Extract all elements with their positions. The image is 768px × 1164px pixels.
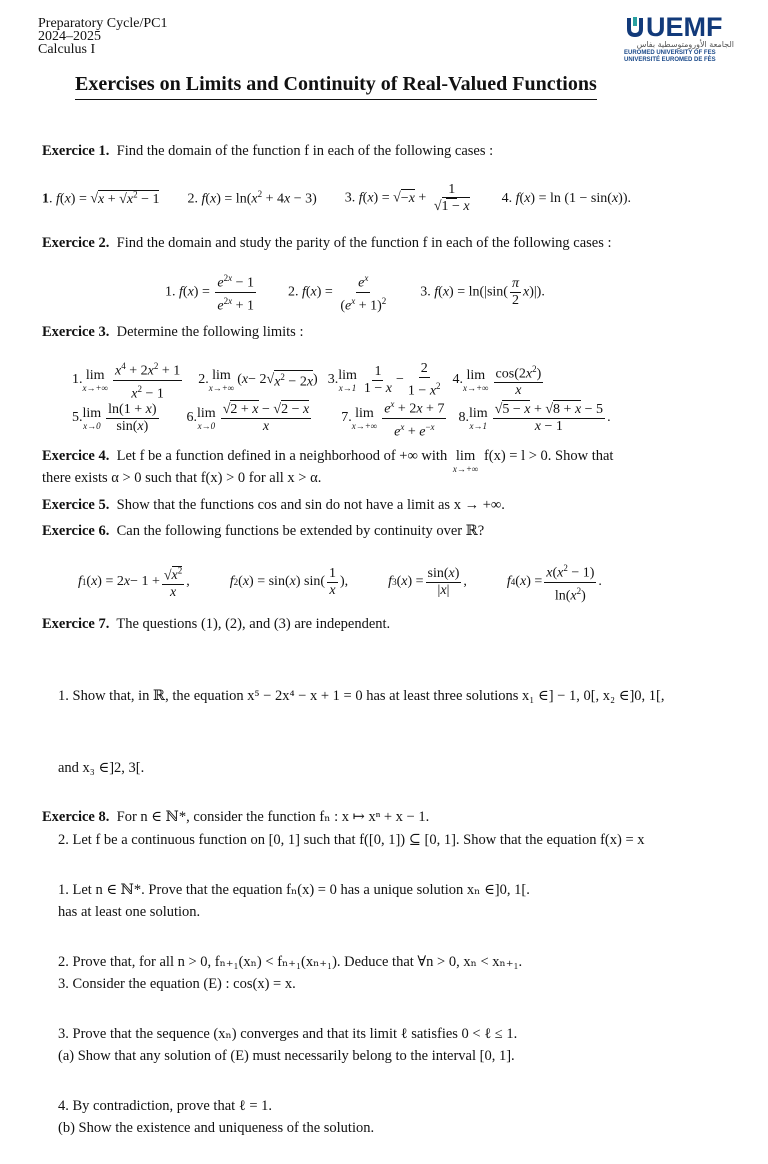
course-header <box>38 17 167 56</box>
list-item: 3. Prove that the sequence (xₙ) converges and that its limit ℓ satisfies 0 < ℓ ≤ 1. <box>58 1026 518 1042</box>
exercise-6-label: Exercice 6. <box>42 523 110 539</box>
logo-english-name: EUROMED UNIVERSITY OF FES <box>624 50 716 56</box>
exercise-5-label: Exercice 5. <box>42 497 110 513</box>
exercise-4-prompt: Exercice 4. Let f be a function defined in a neighborhood of +∞ with lim x→+∞ f(x) = l > 0. Show that <box>42 448 614 474</box>
exercise-1-formulas: 1. $f(x) = √x + √x^2 - 1$ 2. $f(x) = \ln(x^2 + 4x - 3)$ 3. f(x) = √−x + $\frac{1}{√1 - x}$ 4. f(x) = ln (1 − sin(x)). <box>42 182 631 214</box>
exercise-5-prompt <box>42 497 505 514</box>
exercise-2-label: Exercice 2. <box>42 235 110 251</box>
exercise-1-text: Find the domain of the function f in each of the following cases : <box>116 143 494 159</box>
list-item: 1. Show that, in ℝ, the equation x⁵ − 2x⁴ − x + 1 = 0 has at least three solutions x₁ ∈] − 1, 0[, x₂ ∈]0, 1[, <box>58 688 665 704</box>
exercise-8-prompt <box>42 809 429 826</box>
list-item: (b) Show the existence and uniqueness of the solution. <box>58 1120 375 1136</box>
exercise-7-label: Exercice 7. <box>42 616 110 632</box>
exercise-7-prompt <box>42 616 390 633</box>
exercise-4-text-1: Let f be a function defined in a neighborhood of +∞ with <box>116 448 448 464</box>
exercise-4-label: Exercice 4. <box>42 448 110 464</box>
course-name: Calculus I <box>38 42 96 57</box>
exercise-4-text-3: there exists α > 0 such that f(x) > 0 for all x > α. <box>42 470 322 486</box>
logo-french-name: UNIVERSITÉ EUROMED DE FÈS <box>624 57 716 63</box>
course-year: 2024–2025 <box>38 29 101 44</box>
exercise-3-text: Determine the following limits : <box>116 324 304 340</box>
exercise-7-text: The questions (1), (2), and (3) are independent. <box>116 616 391 632</box>
exercise-3-limits-row-2: 5. lim x→0 $\frac{\ln(1 + x)}{\sin(x)}$ 6. lim x→0 $\frac{√2 + x - √2 - x}{x}$ 7. lim x→+∞ $\frac{e^x + 2x + 7}{e^x + e^{-x}}$ 8. lim x→1 $\frac{√5 - x + √8 + x - 5}{x - 1}$ . <box>72 396 611 440</box>
logo-wordmark: UEMF <box>646 12 723 42</box>
list-item: and x₃ ∈]2, 3[. <box>58 760 145 776</box>
exercise-3-label: Exercice 3. <box>42 324 110 340</box>
exercise-3-limits-row-1: 1. lim x→+∞ $\frac{x^4 + 2x^2 + 1}{x^2 - 1}$ 2. lim x→+∞ ( x − 2√ $x^2 - 2x$ ) 3. lim x→1 $\frac{1}{1 - x}$ − $\frac{2}{1 - x^2}$ 4. lim x→+∞ $\frac{\cos(2x^2)}{x}$ <box>72 358 545 402</box>
exercise-8-text: For n ∈ ℕ*, consider the function fₙ : x ↦ xⁿ + x − 1. <box>116 809 430 825</box>
exercise-6-functions: f 1 ( x ) = 2 x − 1 + $\frac{√x^2}{x}$ , f 2 ( x ) = sin( x ) sin( $\frac{1}{x}$ ), f 3 ( x ) = $\frac{\sin(x)}{|x|}$ , f 4 ( x ) = $\frac{x(x^2 - 1)}{\ln(x^2)}$ . <box>78 560 602 604</box>
exercise-1-prompt <box>42 143 493 160</box>
exercise-6-text: Can the following functions be extended by continuity over ℝ? <box>116 523 485 539</box>
list-item: 4. By contradiction, prove that ℓ = 1. <box>58 1098 273 1114</box>
list-item: 3. Consider the equation (E) : cos(x) = x. <box>58 976 296 992</box>
exercise-6-prompt <box>42 523 484 540</box>
university-logo <box>624 14 734 64</box>
exercise-2-prompt <box>42 235 612 252</box>
exercise-2-formulas: 1. f(x) = $\frac{e^{2x} - 1}{e^{2x} + 1}$ 2. f(x) = $\frac{e^x}{(e^x + 1)^2}$ 3. f(x) = ln(|sin( $\frac{\pi}{2}$ x)|). <box>165 270 545 314</box>
exercise-8-label: Exercice 8. <box>42 809 110 825</box>
uemf-emblem-icon <box>624 15 646 39</box>
list-item: 2. Prove that, for all n > 0, fₙ₊₁(xₙ) < fₙ₊₁(xₙ₊₁). Deduce that ∀n > 0, xₙ < xₙ₊₁. <box>58 954 523 970</box>
exercise-1-label: Exercice 1. <box>42 143 110 159</box>
exercise-3-prompt <box>42 324 303 341</box>
exercise-4-text-2: f(x) = l > 0. Show that <box>483 448 614 464</box>
list-item: has at least one solution. <box>58 904 201 920</box>
course-cycle: Preparatory Cycle/PC1 <box>38 16 168 31</box>
exercise-5-text: Show that the functions cos and sin do not have a limit as x → +∞. <box>116 497 505 513</box>
exercise-2-text: Find the domain and study the parity of the function f in each of the following cases : <box>116 235 612 251</box>
logo-arabic-text: الجامعة الأورومتوسطية بفاس <box>636 40 734 49</box>
list-item: 2. Let f be a continuous function on [0, 1] such that f([0, 1]) ⊆ [0, 1]. Show that the equation f(x) = x <box>58 832 645 848</box>
exercise-8-list <box>58 830 530 1142</box>
page-title: Exercises on Limits and Continuity of Real-Valued Functions <box>75 73 597 100</box>
list-item: (a) Show that any solution of (E) must necessarily belong to the interval [0, 1]. <box>58 1048 515 1064</box>
list-item: 1. Let n ∈ ℕ*. Prove that the equation fₙ(x) = 0 has a unique solution xₙ ∈]0, 1[. <box>58 882 530 898</box>
